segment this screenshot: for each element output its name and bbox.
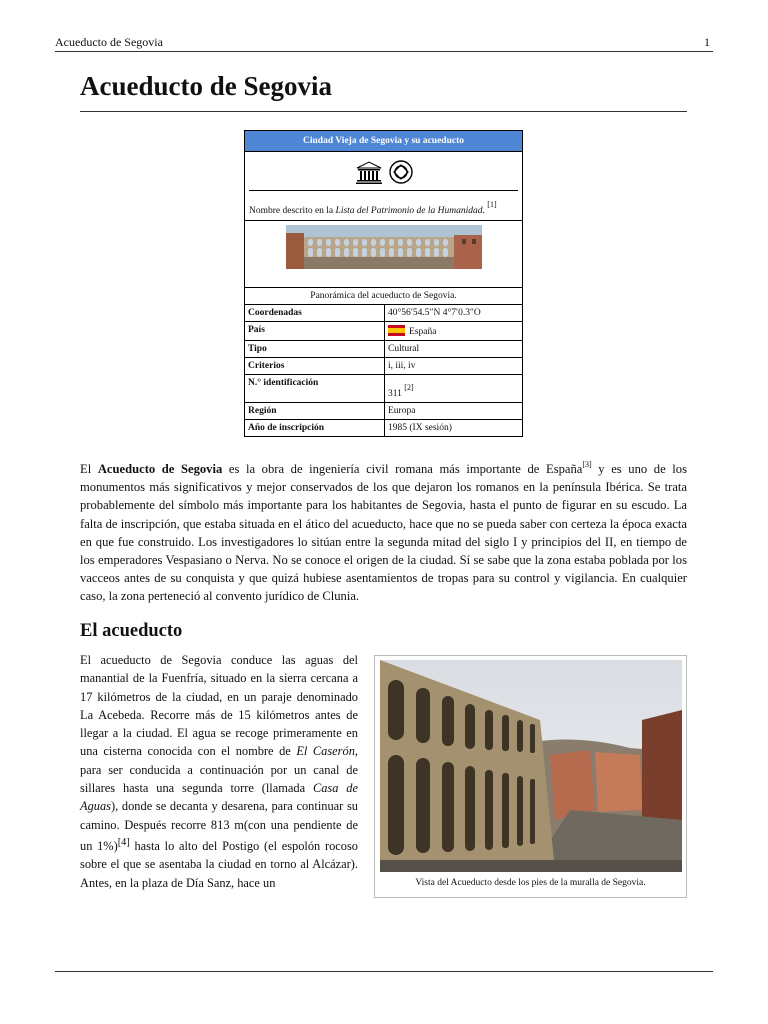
table-row (245, 341, 523, 358)
cell-value: Cultural (385, 341, 523, 358)
table-row (245, 305, 523, 322)
infobox-header: Ciudad Vieja de Segovia y su acueducto (244, 130, 523, 152)
table-row (245, 403, 523, 420)
cell-value: 1985 (IX sesión) (385, 420, 523, 437)
table-row (245, 322, 523, 341)
intro-paragraph: El Acueducto de Segovia es la obra de ingeniería civil romana más importante de España[3] y es uno de los monumentos más significativos y mejor conservados de los que dejaron los romanos en la península Ibérica. Se trata probablemente del símbolo más importante para los habitantes de Segovia, hasta el punto de figurar en su escudo. La falta de inscripción, que estaba situada en el ático del acueducto, hace que no se pueda saber con certeza la época exacta en que fue construido. Los investigadores lo sitúan entre la segunda mitad del siglo I y principios del II, en tiempo de los emperadores Vespasiano o Nerva. No se conoce el origen de la ciudad. Sí se sabe que la zona estaba poblada por los vacceos antes de su conquista y que quizá hubiese asentamientos de tropas para su control y vigilancia. En cualquier caso, la zona perteneció al convento jurídico de Clunia. (80, 460, 687, 604)
figure-caption: Vista del Acueducto desde los pies de la muralla de Segovia. (415, 878, 646, 888)
running-header (55, 35, 713, 52)
cell-label: Tipo (245, 341, 385, 358)
infobox-photo-caption: Panorámica del acueducto de Segovia. (244, 288, 523, 304)
table-row (245, 375, 523, 403)
cell-value: 311 (388, 389, 402, 399)
section-paragraph: El acueducto de Segovia conduce las aguas del manantial de la Fuenfría, situado en la sierra cercana a 17 kilómetros de la ciudad, en un paraje denominado La Acebeda. Recorre más de 15 kilómetros antes de llegar a la ciudad. El agua se recoge primeramente en una cisterna conocida con el nombre de El Caserón, para ser conducida a continuación por un canal de sillares hasta una segunda torre (llamada Casa de Aguas), donde se decanta y desarena, para continuar su camino. Después recorre 813 m(con una pendiente de un 1%)[4] hasta lo alto del Postigo (el espolón rocoso sobre el que se asentaba la ciudad en torno al Alcázar). Antes, en la plaza de Día Sanz, hace un (80, 653, 359, 890)
cell-label: Criterios (245, 358, 385, 375)
reference-link[interactable]: [4] (117, 836, 130, 848)
page-title: Acueducto de Segovia (80, 71, 332, 101)
aqueduct-panorama-image (286, 225, 482, 269)
unesco-world-heritage-emblem-icon (355, 158, 415, 186)
article-subject: Acueducto de Segovia (97, 462, 223, 476)
infobox-emblem-cell (244, 152, 523, 221)
aqueduct-photo-image (380, 660, 682, 872)
cell-label: Coordenadas (245, 305, 385, 322)
infobox (244, 130, 523, 437)
reference-link[interactable]: [2] (404, 383, 414, 392)
heritage-listing-note: Nombre descrito en la Lista del Patrimonio de la Humanidad. [1] (249, 200, 497, 216)
footer-divider (55, 971, 713, 972)
cell-label: Año de inscripción (245, 420, 385, 437)
title-divider (80, 111, 687, 112)
page-number: 1 (704, 35, 710, 49)
section-heading: El acueducto (80, 621, 183, 641)
reference-link[interactable]: [3] (582, 460, 592, 469)
running-title: Acueducto de Segovia (55, 35, 163, 49)
coordinates-value[interactable]: 40°56′54.5″N 4°7′0.3″O (385, 305, 523, 322)
country-value[interactable]: España (409, 327, 437, 337)
cell-value: Europa (385, 403, 523, 420)
infobox-table (244, 304, 523, 437)
aqueduct-figure (374, 655, 687, 898)
cell-label: N.° identificación (245, 375, 385, 403)
cell-label: Región (245, 403, 385, 420)
cell-label: País (245, 322, 385, 341)
spain-flag-icon (388, 325, 405, 336)
reference-link[interactable]: [1] (487, 200, 497, 209)
cell-value: i, iii, iv (385, 358, 523, 375)
table-row (245, 358, 523, 375)
table-row (245, 420, 523, 437)
infobox-photo-cell (244, 221, 523, 288)
